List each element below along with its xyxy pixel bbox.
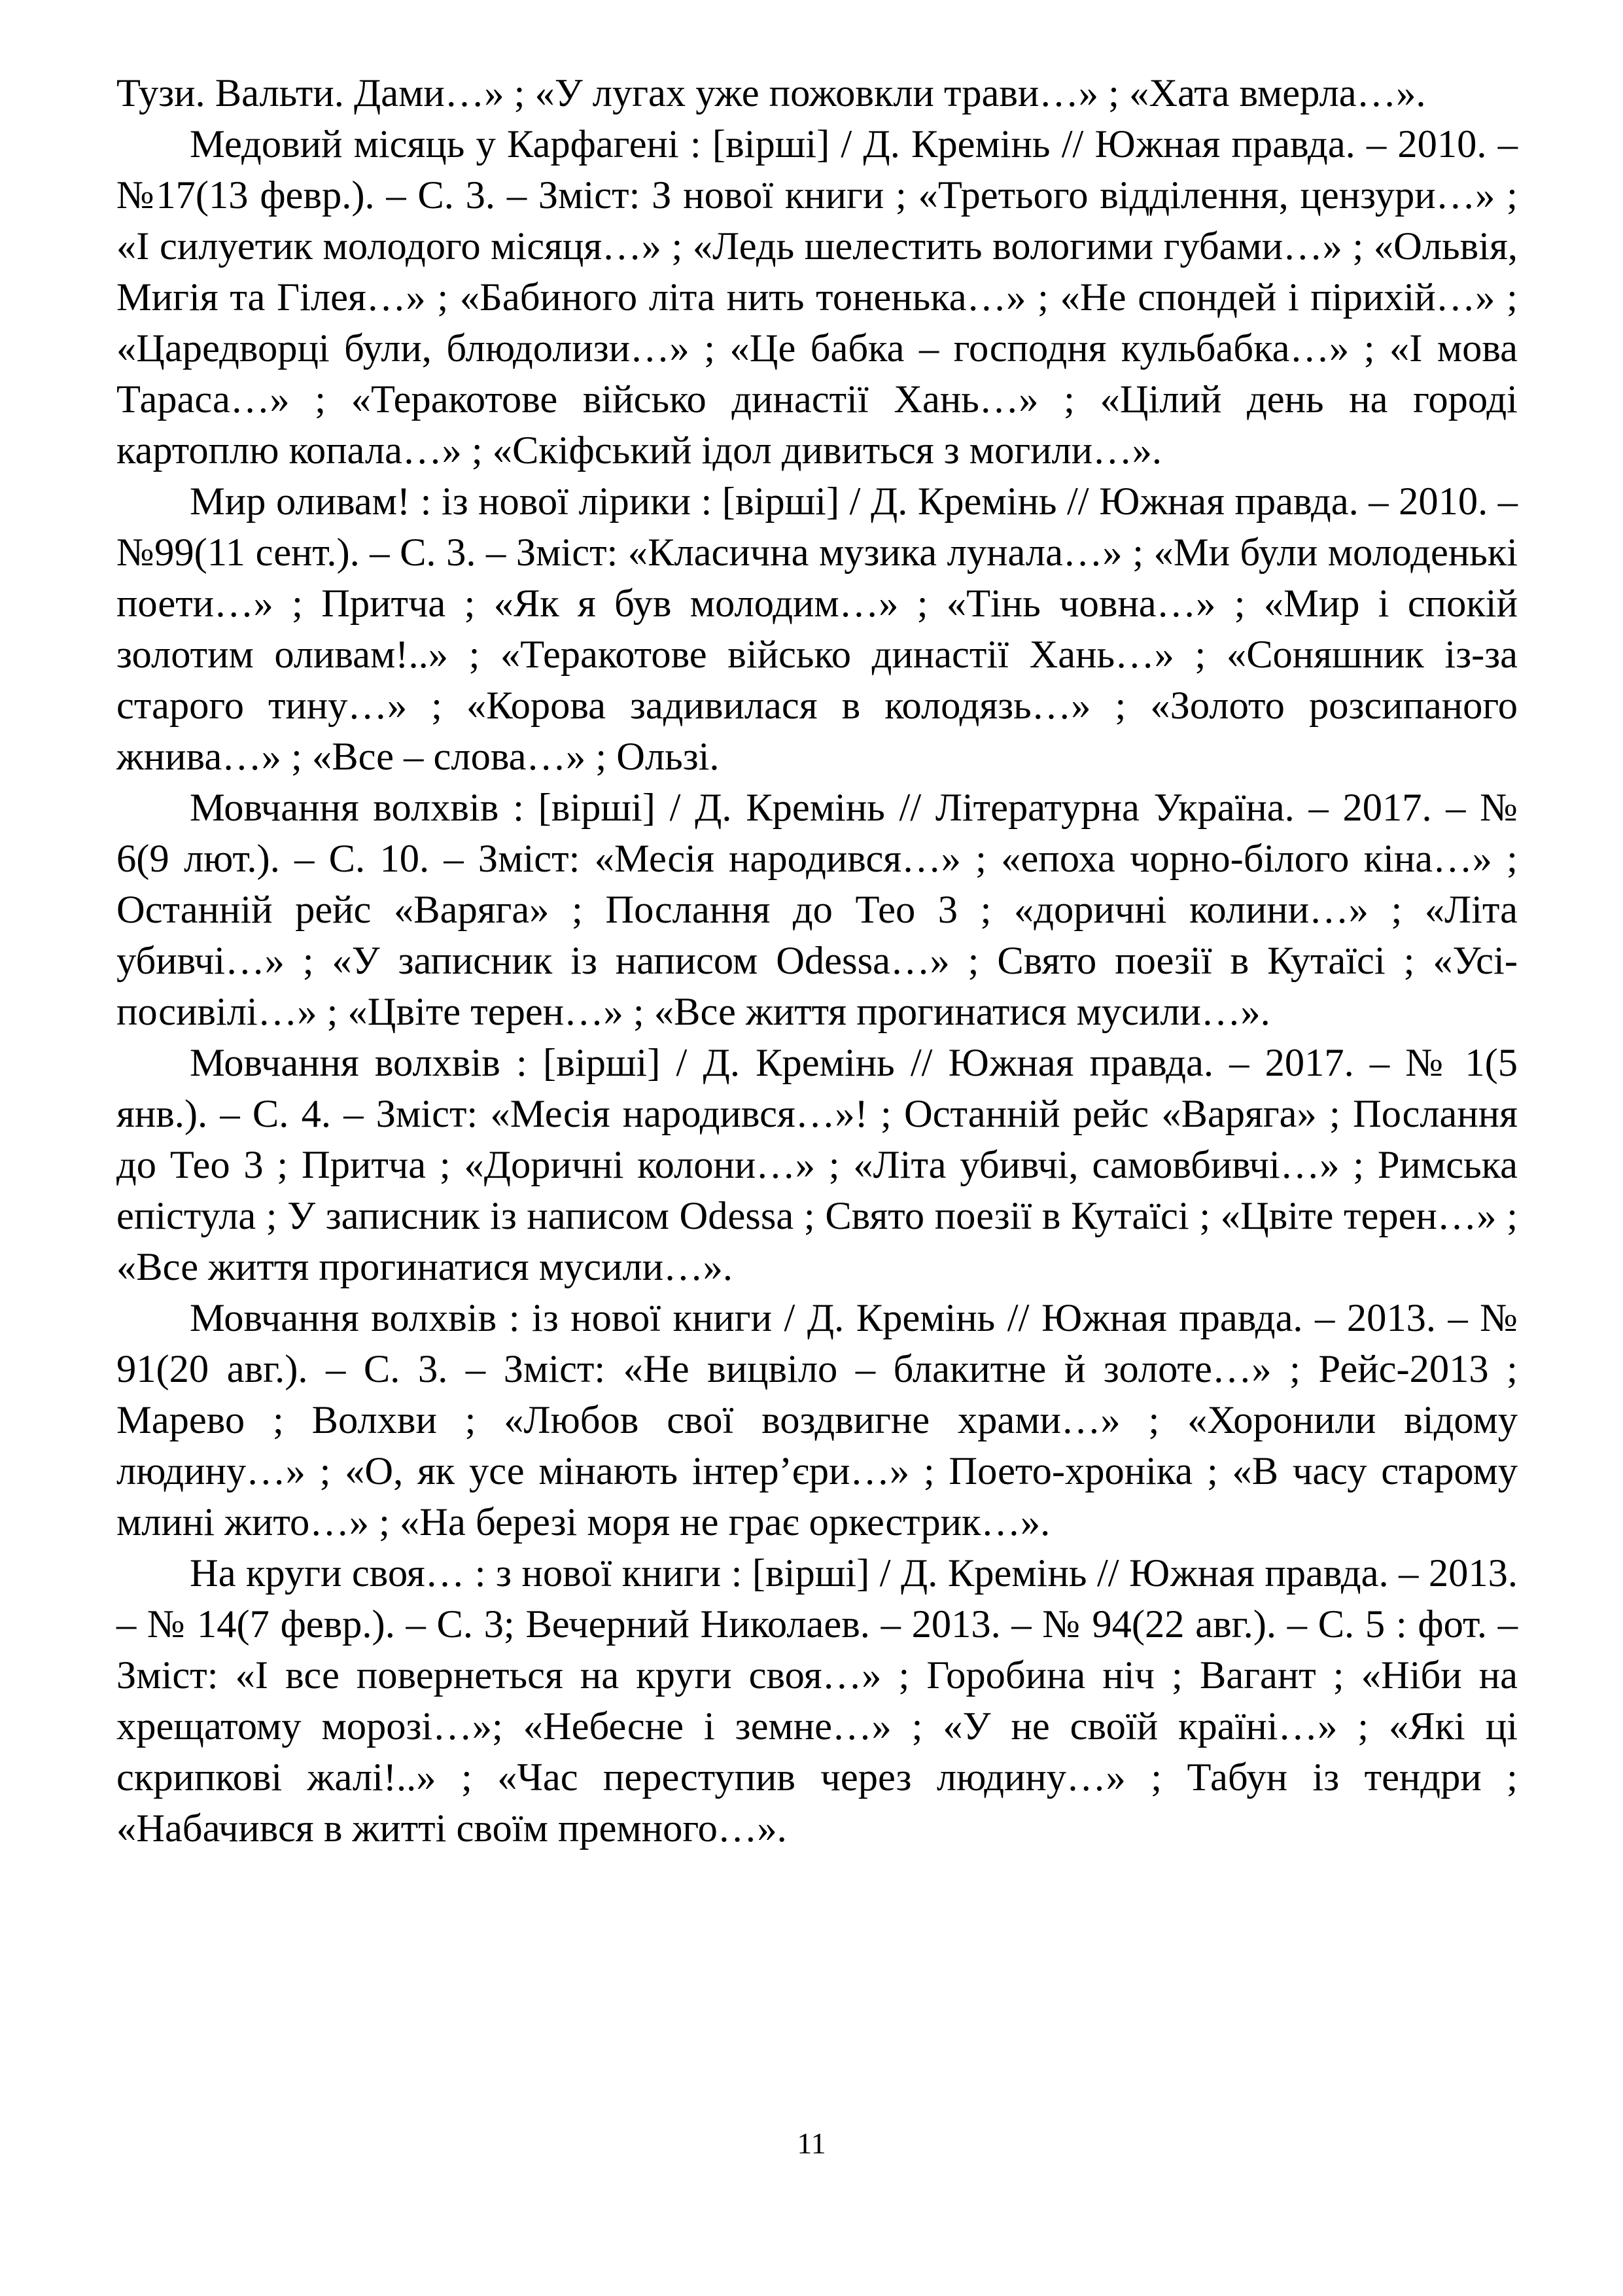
- page-number: 11: [797, 2127, 826, 2160]
- bibliography-entry: Мир оливам! : із нової лірики : [вірші] / Д. Кремінь // Южная правда. – 2010. – №99(11 сент.). – С. 3. – Зміст: «Класична музика лунала…» ; «Ми були молоденькі поети…» ; Притча ; «Як я був молодим…» ; «Тінь човна…» ; «Мир і спокій золотим оливам!..» ; «Теракотове військо династії Хань…» ; «Соняшник із-за старого тину…» ; «Корова задивилася в колодязь…» ; «Золото розсипаного жнива…» ; «Все – слова…» ; Ользі.: [116, 480, 1518, 779]
- bibliography-entry: Мовчання волхвів : [вірші] / Д. Кремінь // Южная правда. – 2017. – № 1(5 янв.). – С. 4. – Зміст: «Месія народився…»! ; Останній рейс «Варяга» ; Послання до Тео 3 ; Притча ; «Доричні колони…» ; «Літа убивчі, самовбивчі…» ; Римська епістула ; У записник із написом Odessa ; Свято поезії в Кутаїсі ; «Цвіте терен…» ; «Все життя прогинатися мусили…».: [116, 1041, 1518, 1289]
- bibliography-entry: На круги своя… : з нової книги : [вірші] / Д. Кремінь // Южная правда. – 2013. – № 14(7 февр.). – С. 3; Вечерний Николаев. – 2013. – № 94(22 авг.). – С. 5 : фот. – Зміст: «І все повернеться на круги своя…» ; Горобина ніч ; Вагант ; «Ніби на хрещатому морозі…»; «Небесне і земне…» ; «У не своїй країні…» ; «Які ці скрипкові жалі!..» ; «Час переступив через людину…» ; Табун із тендри ; «Набачився в житті своїм премного…».: [116, 1551, 1518, 1850]
- bibliography-entry: Медовий місяць у Карфагені : [вірші] / Д. Кремінь // Южная правда. – 2010. – №17(13 февр.). – С. 3. – Зміст: З нової книги ; «Третього відділення, цензури…» ; «І силуетик молодого місяця…» ; «Ледь шелестить вологими губами…» ; «Ольвія, Мигія та Гілея…» ; «Бабиного літа нить тоненька…» ; «Не спондей і пірихій…» ; «Царедворці були, блюдолизи…» ; «Це бабка – господня кульбабка…» ; «І мова Тараса…» ; «Теракотове військо династії Хань…» ; «Цілий день на городі картоплю копала…» ; «Скіфський ідол дивиться з могили…».: [116, 122, 1518, 472]
- bibliography-entry: Мовчання волхвів : [вірші] / Д. Кремінь // Літературна Україна. – 2017. – № 6(9 лют.). – С. 10. – Зміст: «Месія народився…» ; «епоха чорно-білого кіна…» ; Останній рейс «Варяга» ; Послання до Тео 3 ; «доричні колини…» ; «Літа убивчі…» ; «У записник із написом Odessa…» ; Свято поезії в Кутаїсі ; «Усі-посивілі…» ; «Цвіте терен…» ; «Все життя прогинатися мусили…».: [116, 786, 1518, 1034]
- bibliography-entry: Мовчання волхвів : із нової книги / Д. Кремінь // Южная правда. – 2013. – № 91(20 авг.). – С. 3. – Зміст: «Не вицвіло – блакитне й золоте…» ; Рейс-2013 ; Марево ; Волхви ; «Любов свої воздвигне храми…» ; «Хоронили відому людину…» ; «О, як усе мінають інтер’єри…» ; Поето-хроніка ; «В часу старому млині жито…» ; «На березі моря не грає оркестрик…».: [116, 1296, 1518, 1544]
- entry-continuation: Тузи. Вальти. Дами…» ; «У лугах уже пожовкли трави…» ; «Хата вмерла…».: [116, 71, 1426, 115]
- document-body: [116, 68, 1518, 1854]
